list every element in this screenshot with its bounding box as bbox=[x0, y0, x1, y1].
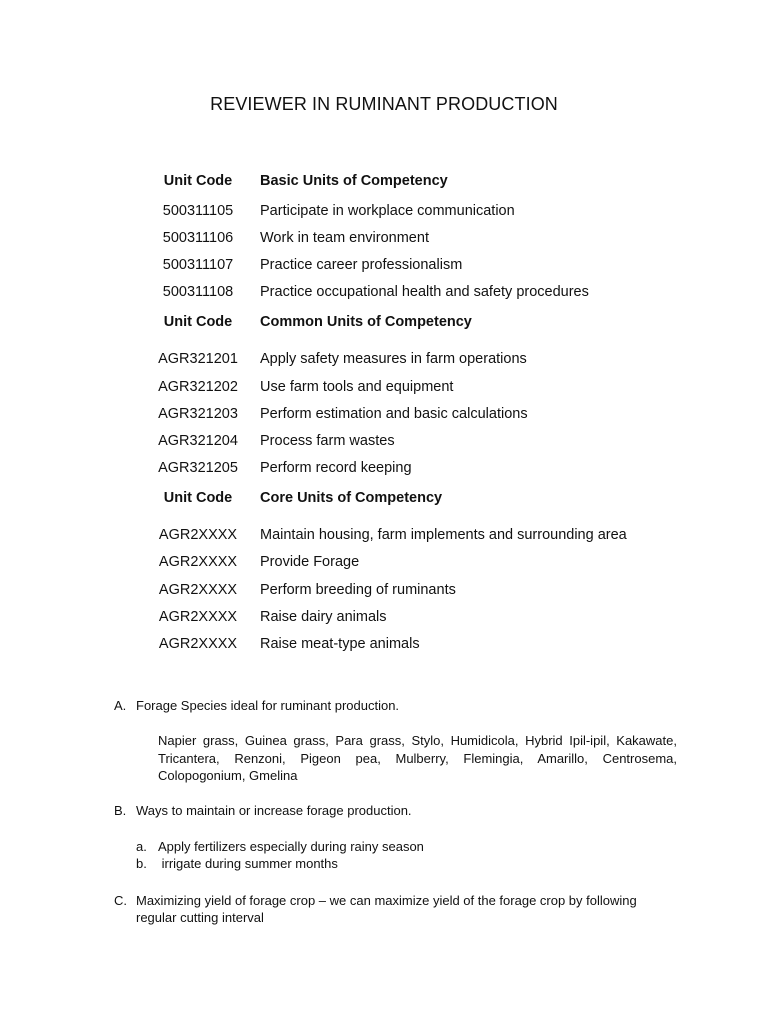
unit-code: 500311106 bbox=[162, 229, 234, 246]
table-header-row bbox=[148, 482, 627, 514]
unit-code: AGR321202 bbox=[158, 378, 238, 395]
table-row bbox=[148, 251, 627, 278]
table-row bbox=[148, 427, 627, 454]
unit-title: Perform estimation and basic calculations bbox=[260, 405, 528, 422]
unit-title: Practice occupational health and safety procedures bbox=[260, 284, 589, 301]
unit-title: Perform record keeping bbox=[260, 460, 412, 477]
list-item bbox=[136, 855, 338, 872]
section-letter: C. bbox=[114, 893, 127, 908]
list-item-letter: b. bbox=[136, 856, 147, 871]
table-row bbox=[148, 630, 627, 657]
group-title-header: Common Units of Competency bbox=[260, 313, 472, 330]
section-letter: A. bbox=[114, 698, 127, 713]
table-row bbox=[148, 455, 627, 482]
group-title-header: Core Units of Competency bbox=[260, 489, 443, 506]
unit-code: AGR2XXXX bbox=[158, 581, 238, 598]
table-header-row bbox=[148, 165, 627, 197]
unit-title: Participate in workplace communication bbox=[260, 202, 515, 219]
unit-title: Raise meat-type animals bbox=[260, 636, 420, 653]
unit-title: Work in team environment bbox=[260, 229, 429, 246]
unit-code: AGR321201 bbox=[158, 351, 238, 368]
list-item-text: Apply fertilizers especially during rainy season bbox=[158, 839, 424, 854]
forage-species-paragraph: Napier grass, Guinea grass, Para grass, Stylo, Humidicola, Hybrid Ipil-ipil, Kakawate, Tricantera, Renzoni, Pigeon pea, Mulberry, Flemingia, Amarillo, Centrosema, Colopogonium, Gmelina bbox=[158, 733, 677, 783]
table-row bbox=[148, 373, 627, 400]
unit-code-header: Unit Code bbox=[163, 173, 233, 189]
unit-title: Apply safety measures in farm operations bbox=[260, 351, 527, 368]
group-title-header: Basic Units of Competency bbox=[260, 173, 448, 189]
unit-title: Use farm tools and equipment bbox=[260, 378, 454, 395]
section-heading: Maximizing yield of forage crop – we can maximize yield of the forage crop by following regular cutting interval bbox=[136, 893, 637, 925]
section-heading: Ways to maintain or increase forage production. bbox=[136, 803, 412, 818]
list-item bbox=[136, 838, 424, 855]
list-item-text: irrigate during summer months bbox=[158, 856, 338, 871]
unit-title: Process farm wastes bbox=[260, 432, 395, 449]
unit-title: Maintain housing, farm implements and surrounding area bbox=[260, 527, 627, 544]
table-row bbox=[148, 346, 627, 373]
competency-table bbox=[148, 165, 627, 658]
unit-code-header: Unit Code bbox=[163, 313, 233, 330]
unit-code: AGR321203 bbox=[158, 405, 238, 422]
table-row bbox=[148, 224, 627, 251]
table-row bbox=[148, 522, 627, 549]
table-row bbox=[148, 576, 627, 603]
unit-title: Perform breeding of ruminants bbox=[260, 581, 456, 598]
table-row bbox=[148, 279, 627, 306]
section-c bbox=[114, 892, 674, 926]
section-letter: B. bbox=[114, 803, 127, 818]
unit-code: AGR2XXXX bbox=[158, 636, 238, 653]
unit-code-header: Unit Code bbox=[163, 489, 233, 506]
section-heading: Forage Species ideal for ruminant production. bbox=[136, 698, 400, 713]
table-row bbox=[148, 603, 627, 630]
unit-code: 500311107 bbox=[162, 256, 234, 273]
unit-code: AGR2XXXX bbox=[158, 608, 238, 625]
list-item-letter: a. bbox=[136, 839, 147, 854]
document-title: REVIEWER IN RUMINANT PRODUCTION bbox=[210, 94, 558, 114]
table-row bbox=[148, 549, 627, 576]
unit-code: 500311105 bbox=[162, 202, 234, 219]
unit-code: 500311108 bbox=[162, 284, 234, 301]
unit-title: Practice career professionalism bbox=[260, 256, 463, 273]
unit-code: AGR321205 bbox=[158, 460, 238, 477]
unit-title: Provide Forage bbox=[260, 554, 360, 571]
section-a bbox=[114, 697, 684, 714]
unit-code: AGR321204 bbox=[158, 432, 238, 449]
table-header-row bbox=[148, 306, 627, 338]
table-row bbox=[148, 197, 627, 224]
unit-code: AGR2XXXX bbox=[158, 554, 238, 571]
section-b bbox=[114, 802, 684, 819]
table-row bbox=[148, 400, 627, 427]
unit-title: Raise dairy animals bbox=[260, 608, 387, 625]
unit-code: AGR2XXXX bbox=[158, 527, 238, 544]
